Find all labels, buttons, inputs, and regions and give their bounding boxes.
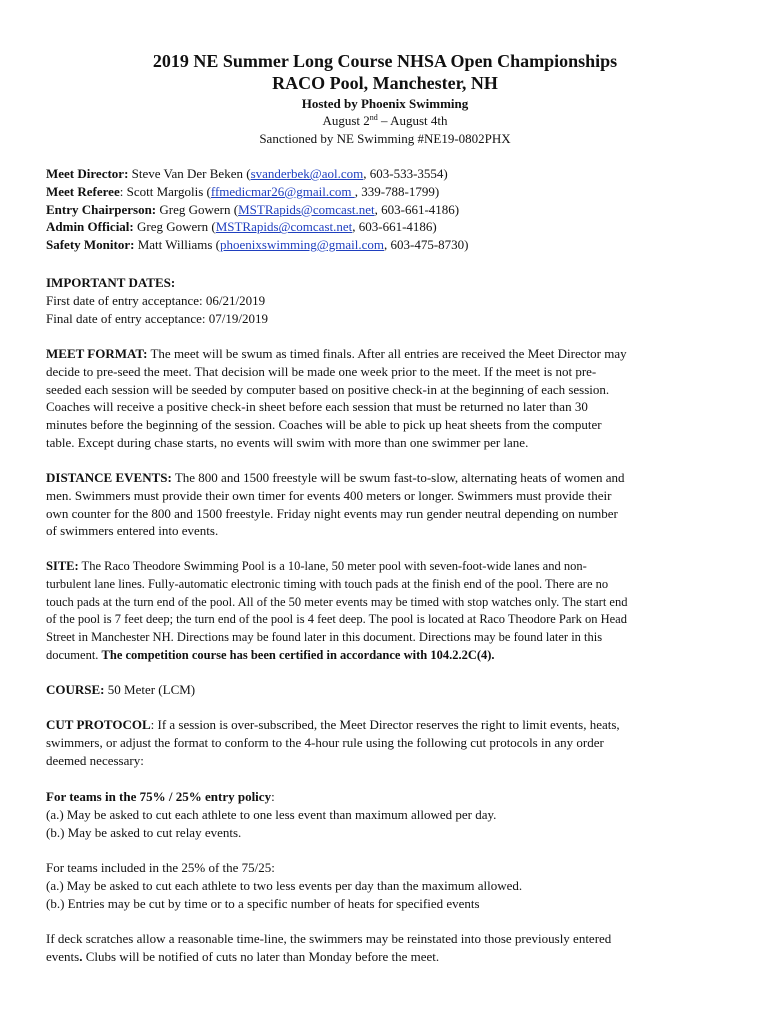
email-link[interactable]: svanderbek@aol.com (250, 166, 364, 181)
meet-title-line2: RACO Pool, Manchester, NH (272, 73, 498, 93)
important-dates-section (46, 274, 726, 327)
course-section: COURSE: 50 Meter (LCM) (46, 682, 196, 697)
distance-events-section: DISTANCE EVENTS: The 800 and 1500 freestyle will be swum fast-to-slow, alternating heats of women and men. Swimmers must provide their own timer for events 400 meters or longer. Swimmers must provide their own counter for the 800 and 1500 freestyle. Friday night events may run gender neutral depending on number of swimmers entered into events. (46, 470, 625, 539)
contacts-section (46, 165, 726, 254)
section-heading: For teams in the 75% / 25% entry policy (46, 789, 272, 804)
sanction-number: Sanctioned by NE Swimming #NE19-0802PHX (259, 131, 511, 146)
teams-25-section (46, 859, 726, 912)
list-item: (a.) May be asked to cut each athlete to one less event than maximum allowed per day. (46, 806, 497, 822)
contact-admin-official: Admin Official: Greg Gowern (MSTRapids@comcast.net, 603-661-4186) (46, 219, 437, 235)
site-section: SITE: The Raco Theodore Swimming Pool is a 10-lane, 50 meter pool with seven-foot-wide lanes and non- turbulent lane lines. Fully-automatic electronic timing with touch pads at the finish end of the pool. There are no touch pads at the turn end of the pool. All of the 50 meter events may be timed with stop watches only. The start end of the pool is 7 feet deep; the turn end of the pool is 4 feet deep. The pool is located at Raco Theodore Park on Head Street in Manchester NH. Directions may be found later in this document. Directions may be found later in this document. The competition course has been certified in accordance with 104.2.2C(4). (46, 559, 628, 662)
list-item: (b.) May be asked to cut relay events. (46, 824, 242, 840)
teams-75-section: For teams in the 75% / 25% entry policy: (a.) May be asked to cut each athlete to one less event than maximum allowed per day. (b.) May be asked to cut relay events. (46, 788, 726, 841)
meet-format-section: MEET FORMAT: The meet will be swum as timed finals. After all entries are received the Meet Director may decide to pre-seed the meet. That decision will be made one week prior to the meet. If the meet is not pre- seeded each session will be seeded by computer based on positive check-in at the beginning of each session. Coaches will receive a positive check-in sheet before each session that must be returned no later than 30 minutes before the beginning of the session. Coaches will be able to pick up heat sheets from the computer table. Except during chase starts, no events will swim with more than one swimmer per lane. (46, 346, 627, 450)
section-heading: For teams included in the 25% of the 75/25: (46, 860, 275, 875)
first-entry-date: First date of entry acceptance: 06/21/2019 (46, 292, 266, 308)
email-link[interactable]: ffmedicmar26@gmail.com (210, 183, 355, 199)
meet-dates: August 2nd – August 4th (322, 113, 448, 128)
meet-title (0, 50, 770, 94)
list-item: (a.) May be asked to cut each athlete to two less events per day than the maximum allowed. (46, 877, 523, 893)
meet-title-line1: 2019 NE Summer Long Course NHSA Open Championships (152, 51, 618, 71)
list-item: (b.) Entries may be cut by time or to a specific number of heats for specified events (46, 895, 480, 911)
section-heading: SITE: (46, 559, 79, 573)
final-entry-date: Final date of entry acceptance: 07/19/2019 (46, 310, 269, 326)
contact-meet-referee: Meet Referee: Scott Margolis (ffmedicmar26@gmail.com , 339-788-1799) (46, 183, 440, 199)
section-heading: DISTANCE EVENTS: (46, 470, 172, 485)
email-link[interactable]: phoenixswimming@gmail.com (220, 237, 384, 253)
hosted-by: Hosted by Phoenix Swimming (301, 96, 469, 111)
section-heading: CUT PROTOCOL (46, 717, 151, 732)
contact-entry-chairperson: Entry Chairperson: Greg Gowern (MSTRapids@comcast.net, 603-661-4186) (46, 201, 460, 217)
section-heading: IMPORTANT DATES: (46, 275, 176, 290)
email-link[interactable]: MSTRapids@comcast.net (215, 219, 353, 235)
contact-meet-director: Meet Director: Steve Van Der Beken (svanderbek@aol.com, 603-533-3554) (46, 166, 448, 181)
section-heading: MEET FORMAT: (46, 346, 148, 361)
certification-note: The competition course has been certified in accordance with 104.2.2C(4). (101, 647, 495, 662)
section-heading: COURSE: (46, 682, 105, 697)
contact-safety-monitor: Safety Monitor: Matt Williams (phoenixswimming@gmail.com, 603-475-8730) (46, 237, 469, 253)
email-link[interactable]: MSTRapids@comcast.net (238, 201, 375, 217)
deck-scratch-section: If deck scratches allow a reasonable time-line, the swimmers may be reinstated into those previously entered events. Clubs will be notified of cuts no later than Monday before the meet. (46, 931, 612, 964)
cut-protocol-section: CUT PROTOCOL: If a session is over-subscribed, the Meet Director reserves the right to limit events, heats, swimmers, or adjust the format to conform to the 4-hour rule using the following cut protocols in any order deemed necessary: (46, 717, 620, 768)
